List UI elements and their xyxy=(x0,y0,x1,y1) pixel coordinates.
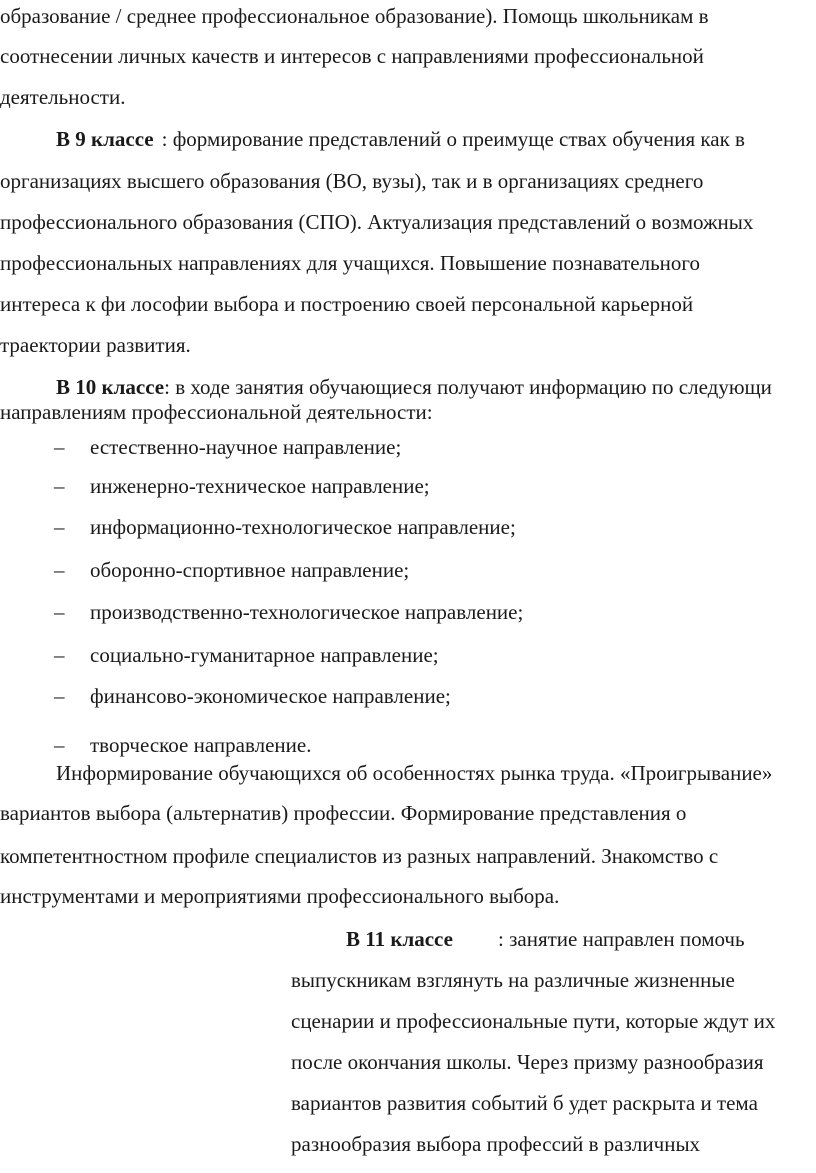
grade10-after-line-4: инструментами и мероприятиями профессионального выбора. xyxy=(0,884,560,908)
list-item-text: оборонно-спортивное направление; xyxy=(90,558,410,582)
list-item-text: финансово-экономическое направление; xyxy=(90,684,451,708)
list-bullet: – xyxy=(54,474,65,498)
list-item-text: творческое направление. xyxy=(90,733,312,757)
grade9-line-5: интереса к фи лософии выбора и построению своей персональной карьерной xyxy=(0,292,694,316)
list-bullet: – xyxy=(54,643,65,667)
grade11-line-5: вариантов развития событий б удет раскрыта и тема xyxy=(291,1091,758,1115)
grade11-label xyxy=(346,927,453,951)
list-bullet: – xyxy=(54,684,65,708)
grade10-after-line-1: Информирование обучающихся об особенностях рынка труда. «Проигрывание» xyxy=(56,761,773,785)
grade11-line-4: после окончания школы. Через призму разнообразия xyxy=(291,1050,764,1074)
grade9-line-2: организациях высшего образования (ВО, вузы), так и в организациях среднего xyxy=(0,169,704,193)
intro-line-1: образование / среднее профессиональное образование). Помощь школьникам в xyxy=(0,4,709,28)
list-bullet: – xyxy=(54,733,65,757)
grade9-line-4: профессиональных направлениях для учащихся. Повышение познавательного xyxy=(0,251,700,275)
list-item-text: информационно-технологическое направление; xyxy=(90,515,516,539)
list-item-text: инженерно-техническое направление; xyxy=(90,474,430,498)
list-bullet: – xyxy=(54,435,65,459)
list-bullet: – xyxy=(54,600,65,624)
grade11-label-text: В 11 классе xyxy=(346,927,453,951)
list-item-text: производственно-технологическое направление; xyxy=(90,600,524,624)
grade11-line-6: разнообразия выбора профессий в различных xyxy=(291,1132,701,1156)
grade10-first-line xyxy=(56,375,772,399)
grade9-first-line-rest: : формирование представлений о преимуще ствах обучения как в xyxy=(161,127,745,151)
grade9-line-6: траектории развития. xyxy=(0,333,191,357)
list-bullet: – xyxy=(54,515,65,539)
grade11-line-3: сценарии и профессиональные пути, которые ждут их xyxy=(291,1009,776,1033)
intro-line-3: деятельности. xyxy=(0,85,126,109)
grade10-after-line-2: вариантов выбора (альтернатив) профессии. Формирование представления о xyxy=(0,801,687,825)
grade9-line-3: профессионального образования (СПО). Актуализация представлений о возможных xyxy=(0,210,754,234)
grade9-label: В 9 классе xyxy=(56,127,154,151)
grade10-after-line-3: компетентностном профиле специалистов из разных направлений. Знакомство с xyxy=(0,844,719,868)
list-item-text: естественно-научное направление; xyxy=(90,435,402,459)
list-item-text: социально-гуманитарное направление; xyxy=(90,643,439,667)
grade9-first-line xyxy=(56,127,745,151)
grade10-first-line-rest: : в ходе занятия обучающиеся получают информацию по следующи xyxy=(164,375,772,399)
grade11-first-line-rest: : занятие направлен помочь xyxy=(498,927,745,951)
grade11-line-2: выпускникам взглянуть на различные жизненные xyxy=(291,968,735,992)
grade10-line-2: направлениям профессиональной деятельности: xyxy=(0,400,433,424)
list-bullet: – xyxy=(54,558,65,582)
intro-line-2: соотнесении личных качеств и интересов с направлениями профессиональной xyxy=(0,44,704,68)
grade10-label: В 10 классе xyxy=(56,375,165,399)
